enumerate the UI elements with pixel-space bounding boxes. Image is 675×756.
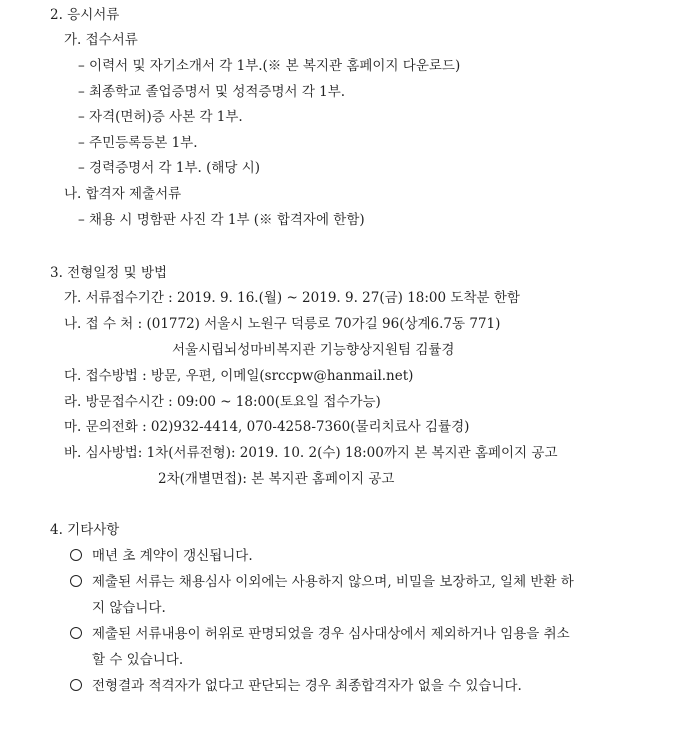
document-item: – 채용 시 명함판 사진 각 1부 (※ 합격자에 한함) (78, 212, 365, 228)
schedule-row: 마. 문의전화 : 02)932-4414, 070-4258-7360(물리치료사 김률경) (64, 419, 470, 435)
note-text-continued: 지 않습니다. (92, 600, 166, 616)
note-text: 제출된 서류는 채용심사 이외에는 사용하지 않으며, 비밀을 보장하고, 일체 반환 하 (92, 574, 574, 590)
circle-bullet-icon (70, 575, 82, 587)
note-text: 전형결과 적격자가 없다고 판단되는 경우 최종합격자가 없을 수 있습니다. (92, 678, 522, 694)
document-item: – 자격(면허)증 사본 각 1부. (78, 109, 243, 125)
note-item (70, 547, 253, 565)
note-text: 제출된 서류내용이 허위로 판명되었을 경우 심사대상에서 제외하거나 임용을 취소 (92, 626, 570, 642)
document-item: – 주민등록등본 1부. (78, 135, 198, 151)
circle-bullet-icon (70, 627, 82, 639)
section3-title: 3. 전형일정 및 방법 (50, 265, 168, 281)
section2-title: 2. 응시서류 (50, 7, 120, 23)
schedule-row: 서울시립뇌성마비복지관 기능향상지원팀 김률경 (172, 342, 455, 358)
document-item: – 경력증명서 각 1부. (해당 시) (78, 160, 261, 176)
document-item: – 이력서 및 자기소개서 각 1부.(※ 본 복지관 홈페이지 다운로드) (78, 58, 461, 74)
schedule-row: 바. 심사방법: 1차(서류전형): 2019. 10. 2(수) 18:00까지 본 복지관 홈페이지 공고 (64, 445, 558, 461)
schedule-row: 나. 접 수 처 : (01772) 서울시 노원구 덕릉로 70가길 96(상계6.7동 771) (64, 316, 501, 332)
note-item (70, 625, 570, 643)
schedule-row: 가. 서류접수기간 : 2019. 9. 16.(월) ~ 2019. 9. 27(금) 18:00 도착분 한함 (64, 290, 520, 306)
circle-bullet-icon (70, 679, 82, 691)
note-item (70, 573, 574, 591)
schedule-row: 라. 방문접수시간 : 09:00 ~ 18:00(토요일 접수가능) (64, 394, 381, 410)
document-item: – 최종학교 졸업증명서 및 성적증명서 각 1부. (78, 84, 346, 100)
schedule-row: 다. 접수방법 : 방문, 우편, 이메일(srccpw@hanmail.net) (64, 368, 414, 384)
section2-sub-a-title: 가. 접수서류 (64, 32, 138, 48)
note-text: 매년 초 계약이 갱신됩니다. (92, 548, 253, 564)
schedule-row: 2차(개별면접): 본 복지관 홈페이지 공고 (158, 471, 395, 487)
section2-sub-b-title: 나. 합격자 제출서류 (64, 186, 182, 202)
circle-bullet-icon (70, 549, 82, 561)
section4-title: 4. 기타사항 (50, 522, 120, 538)
note-item (70, 677, 522, 695)
note-text-continued: 할 수 있습니다. (92, 652, 184, 668)
